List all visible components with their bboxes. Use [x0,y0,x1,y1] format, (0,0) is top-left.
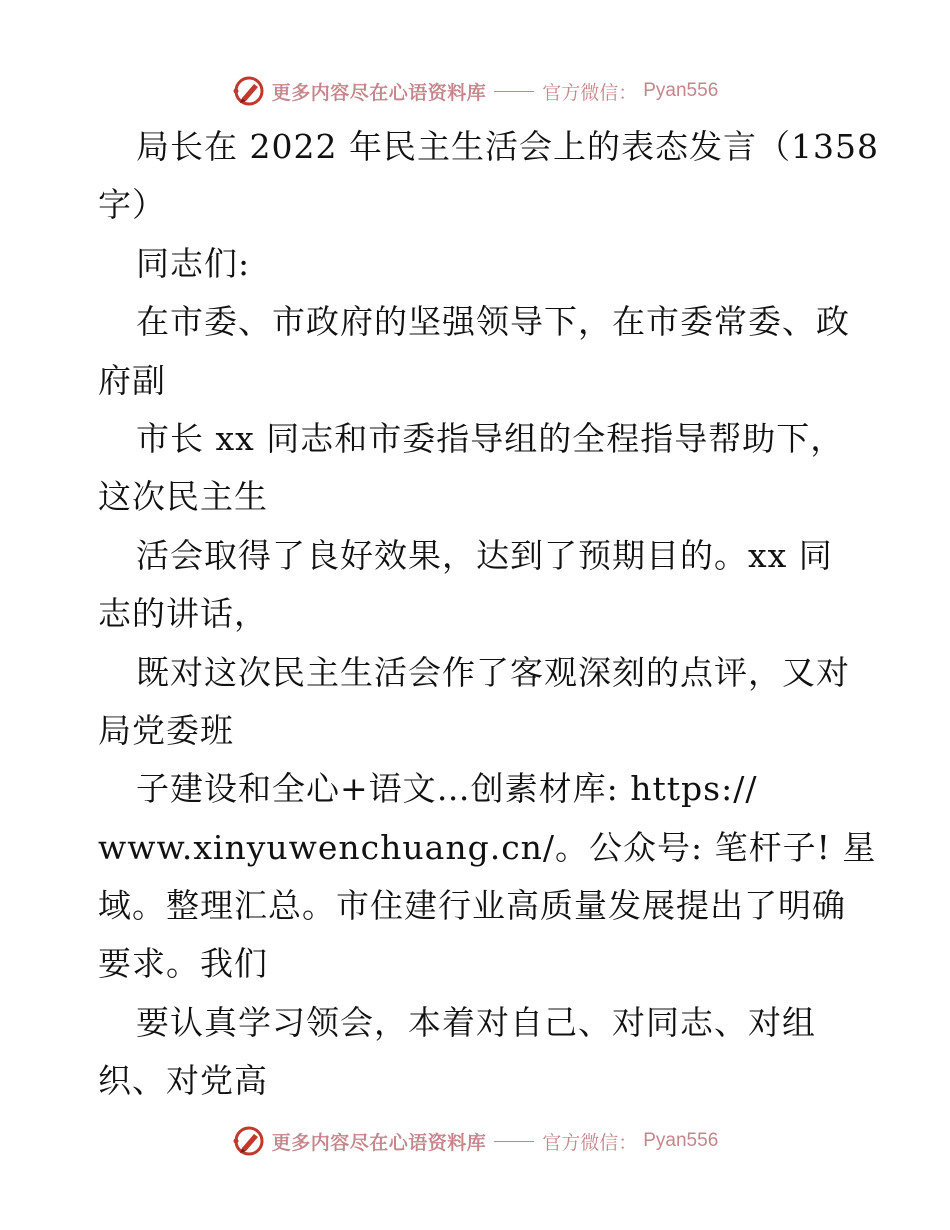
document-title-line-1: 局长在 2022 年民主生活会上的表态发言（1358 [136,127,879,166]
paragraph-line: 局党委班 [98,710,234,750]
pen-logo-icon [232,1124,266,1158]
paragraph-line: 在市委、市政府的坚强领导下，在市委常委、政 [136,302,850,342]
watermark-official-label: 官方微信： [542,81,638,104]
paragraph-line: 这次民主生 [98,477,268,517]
paragraph-line: 既对这次民主生活会作了客观深刻的点评，又对 [136,652,850,692]
paragraph-line: 要求。我们 [98,944,268,984]
salutation-line: 同志们: [136,243,251,283]
header-watermark [0,71,950,111]
watermark-official-label: 官方微信： [542,1131,638,1154]
watermark-wechat-id: Pyan556 [643,80,719,101]
paragraph-line: 织、对党高 [98,1061,268,1101]
watermark-separator [494,1141,534,1142]
document-title-line-2: 字） [98,185,166,225]
paragraph-line: 域。整理汇总。市住建行业高质量发展提出了明确 [98,886,846,926]
watermark-brand-text: 更多内容尽在心语资料库 [271,1131,487,1154]
paragraph-line: 府副 [98,360,166,400]
watermark-brand-text: 更多内容尽在心语资料库 [271,81,487,104]
paragraph-line: 市长 xx 同志和市委指导组的全程指导帮助下， [136,418,845,458]
pen-logo-icon [232,74,266,108]
footer-watermark [0,1121,950,1161]
paragraph-line: 志的讲话， [98,594,268,634]
watermark-separator [494,91,534,92]
paragraph-line: 要认真学习领会，本着对自己、对同志、对组 [136,1002,816,1042]
watermark-wechat-id: Pyan556 [643,1130,719,1151]
document-body [98,118,879,1111]
paragraph-line: 活会取得了良好效果，达到了预期目的。xx 同 [136,535,833,575]
paragraph-line: 子建设和全心+语文…创素材库: https:// [136,769,758,809]
paragraph-line: www.xinyuwenchuang.cn/。公众号: 笔杆子! 星 [98,827,877,867]
